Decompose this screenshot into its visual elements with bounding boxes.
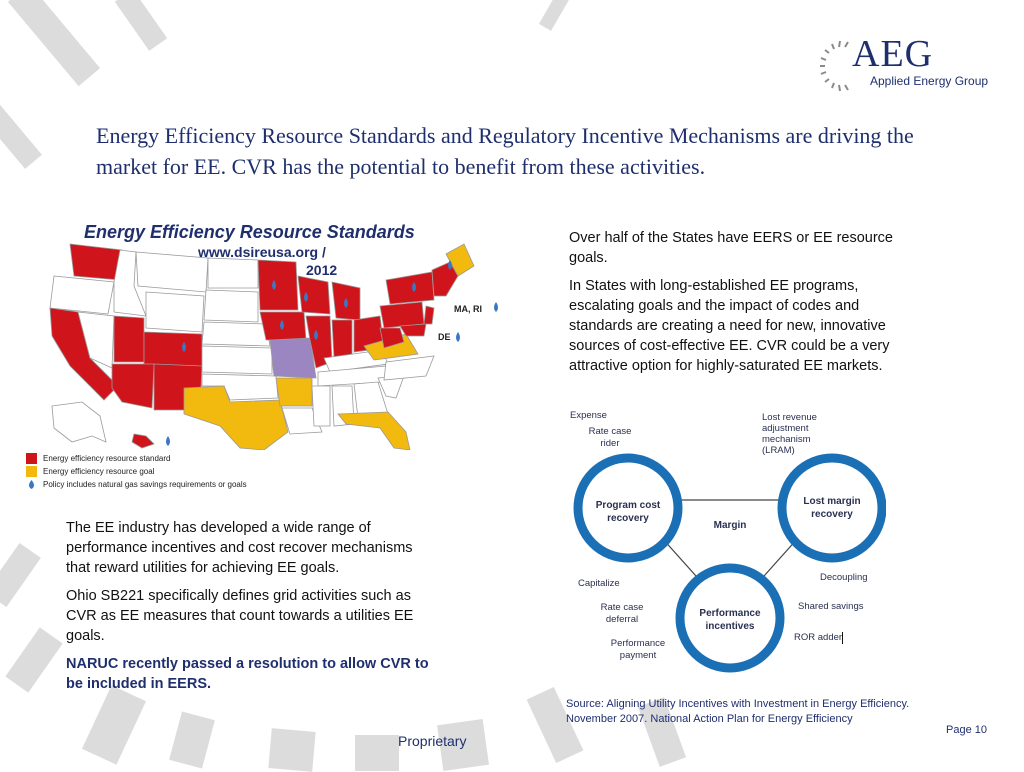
left-paragraph-2: Ohio SB221 specifically defines grid activities such as CVR as EE measures that count towards a utilities EE goals. [66, 588, 414, 644]
logo-wordmark: AEG [852, 33, 934, 75]
state-fl [338, 412, 410, 450]
label-shared-savings: Shared savings [798, 601, 864, 612]
state-in [332, 320, 352, 358]
state-nc [384, 356, 434, 380]
logo-subtitle: Applied Energy Group [870, 74, 989, 88]
circle-lost-margin-label: Lost margin recovery [803, 496, 861, 520]
state-hi [132, 434, 154, 448]
decorative-bar [169, 711, 215, 768]
state-ar [276, 378, 312, 406]
right-paragraph-1: Over half of the States have EERS or EE resource goals. [569, 230, 893, 266]
circle-program-cost-label: Program cost recovery [595, 500, 661, 524]
map-title: Energy Efficiency Resource Standards [84, 222, 415, 242]
state-ne [202, 322, 270, 346]
left-paragraph-3: NARUC recently passed a resolution to allow CVR to be included in EERS. [66, 656, 429, 692]
incentive-diagram [566, 404, 886, 680]
label-ror-adder: ROR adder [794, 632, 843, 643]
state-ny [386, 272, 434, 304]
map-legend [26, 452, 247, 491]
right-text-block [569, 228, 919, 384]
state-wi [298, 276, 330, 314]
legend-label-goal: Energy efficiency resource goal [43, 467, 155, 476]
left-paragraph-1: The EE industry has developed a wide range of performance incentives and cost recover mechanisms that reward utilities for achieving EE goals. [66, 520, 413, 576]
state-co [144, 332, 202, 366]
us-eers-map [34, 236, 514, 450]
footer-proprietary: Proprietary [398, 733, 467, 749]
margin-label: Margin [713, 520, 747, 531]
legend-label-standard: Energy efficiency resource standard [43, 454, 171, 463]
state-ms [312, 386, 330, 426]
right-paragraph-2: In States with long-established EE programs, escalating goals and the impact of codes and standards are creating a need for new, innovative sources of cost-effective EE. CVR could be a very attractive option for highly-saturated EE markets. [569, 278, 890, 374]
gas-drop-icon [494, 302, 498, 312]
state-pa [380, 302, 424, 328]
state-mn [258, 260, 298, 310]
decorative-bar [0, 543, 41, 607]
state-ut [114, 316, 144, 362]
map-date: 2012 [306, 262, 338, 278]
decorative-bar [8, 0, 100, 86]
decorative-bar [539, 0, 571, 31]
state-nd [208, 258, 258, 288]
state-az [112, 364, 154, 408]
legend-swatch-standard [26, 453, 37, 464]
state-or [50, 276, 114, 314]
label-expense: Expense [570, 410, 607, 421]
state-sd [204, 290, 258, 322]
state-mo [270, 338, 316, 378]
legend-label-gas: Policy includes natural gas savings requirements or goals [43, 480, 247, 489]
gas-drop-icon [166, 436, 170, 446]
decorative-bar [5, 627, 62, 692]
cursor-mark [842, 632, 843, 644]
label-rate-case-deferral: Rate case deferral [600, 602, 644, 625]
label-performance-payment: Performance payment [610, 638, 666, 661]
circle-lost-margin [782, 458, 882, 558]
legend-row-goal [26, 465, 247, 478]
gas-drop-icon [456, 332, 460, 342]
label-capitalize: Capitalize [578, 578, 620, 589]
legend-swatch-goal [26, 466, 37, 477]
state-nj [424, 306, 434, 324]
state-wa [70, 244, 122, 280]
aeg-logo [818, 33, 998, 98]
gas-drop-icon [26, 479, 37, 490]
legend-row-standard [26, 452, 247, 465]
map-callout-de: DE [438, 332, 451, 342]
source-line-2: November 2007. National Action Plan for Energy Efficiency [566, 713, 853, 725]
decorative-bar [115, 0, 167, 51]
decorative-bar [268, 728, 315, 772]
label-rate-case-rider: Rate case rider [588, 426, 632, 449]
page-number: Page 10 [946, 724, 987, 736]
decorative-bar [355, 735, 399, 771]
state-ak [52, 402, 106, 442]
source-line-1: Source: Aligning Utility Incentives with Investment in Energy Efficiency. [566, 698, 910, 710]
map-callout-ma-ri: MA, RI [454, 304, 482, 314]
decorative-bar [0, 101, 42, 169]
circle-performance-label: Performance incentives [699, 608, 761, 632]
state-wy [146, 292, 204, 332]
label-decoupling: Decoupling [820, 572, 868, 583]
map-source-url: www.dsireusa.org / [198, 244, 326, 260]
source-citation [566, 697, 909, 727]
legend-row-gas [26, 478, 247, 491]
slide-headline: Energy Efficiency Resource Standards and Regulatory Incentive Mechanisms are driving the market for EE. CVR has the potential to benefit from these activities. [96, 123, 914, 179]
state-ks [202, 346, 272, 374]
label-lost-revenue: Lost revenue adjustment mechanism (LRAM) [762, 412, 817, 456]
left-text-block [66, 518, 436, 702]
